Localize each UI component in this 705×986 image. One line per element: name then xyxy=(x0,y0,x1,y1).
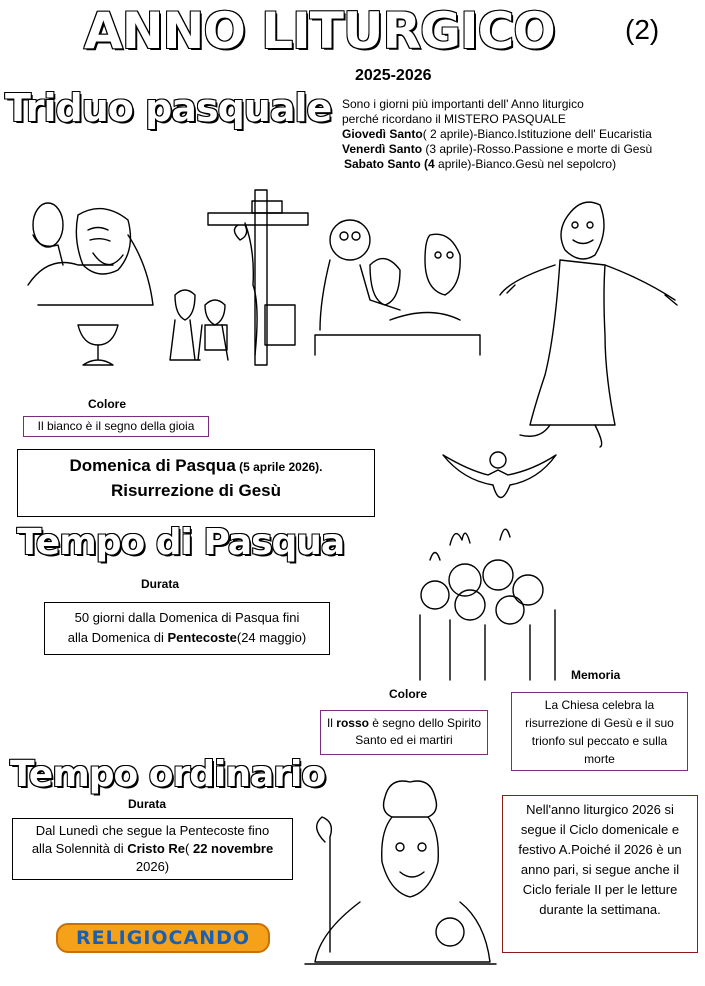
tempo-ordinario-heading: Tempo ordinario xyxy=(10,754,326,795)
year-label: 2025-2026 xyxy=(355,67,432,84)
tempo-pasqua-heading: Tempo di Pasqua xyxy=(17,522,345,563)
memoria-label: Memoria xyxy=(571,668,621,682)
memoria-text: La Chiesa celebra la risurrezione di Gesù e il suo trionfo sul peccato e sulla morte xyxy=(525,698,674,766)
dove-icon xyxy=(438,440,558,515)
tempo-ordinario-durata-label: Durata xyxy=(128,797,167,811)
triduo-colore-box xyxy=(23,416,209,437)
tempo-pasqua-durata-line2: alla Domenica di Pentecoste(24 maggio) xyxy=(67,630,307,645)
tempo-ordinario-durata-box xyxy=(12,818,293,880)
pasqua-subtitle: Risurrezione di Gesù xyxy=(110,481,282,500)
pasqua-title-line: Domenica di Pasqua (5 aprile 2026). xyxy=(69,456,323,475)
tempo-ordinario-durata-line2: alla Solennità di Cristo Re( 22 novembre xyxy=(31,841,274,856)
apostles-icon xyxy=(410,515,560,685)
religiocando-logo: RELIGIOCANDO xyxy=(56,923,270,953)
part-number: (2) xyxy=(625,14,660,45)
risen-jesus-icon xyxy=(495,185,680,455)
triduo-day-venerdi: Venerdì Santo (3 aprile)-Rosso.Passione e morte di Gesù xyxy=(342,142,653,156)
triduo-colore-label: Colore xyxy=(88,397,127,411)
triduo-heading: Triduo pasquale xyxy=(5,86,332,130)
triduo-intro-line2: perché ricordano il MISTERO PASQUALE xyxy=(342,112,566,126)
tempo-pasqua-colore-line1: Il rosso è segno dello Spirito xyxy=(326,716,482,730)
eucharist-icon xyxy=(18,195,168,375)
triduo-intro xyxy=(342,97,652,172)
tempo-pasqua-durata-label: Durata xyxy=(141,577,180,591)
memoria-box xyxy=(511,692,688,771)
deposition-icon xyxy=(310,210,485,360)
tempo-pasqua-durata-line1: 50 giorni dalla Domenica di Pasqua fini xyxy=(74,610,300,625)
note-box xyxy=(502,795,698,953)
tempo-pasqua-colore-box xyxy=(320,710,488,755)
christ-king-icon xyxy=(300,772,498,968)
triduo-day-sabato: Sabato Santo (4 aprile)-Bianco.Gesù nel sepolcro) xyxy=(344,157,617,171)
tempo-pasqua-durata-box xyxy=(44,602,330,655)
tempo-pasqua-colore-label: Colore xyxy=(389,687,428,701)
pasqua-box xyxy=(17,449,375,517)
tempo-ordinario-durata-line1: Dal Lunedì che segue la Pentecoste fino xyxy=(35,823,270,838)
triduo-colore-text: Il bianco è il segno della gioia xyxy=(37,419,195,433)
tempo-pasqua-colore-line2: Santo ed ei martiri xyxy=(355,733,453,747)
tempo-ordinario-durata-line3: 2026) xyxy=(135,859,170,874)
note-text: Nell'anno liturgico 2026 si segue il Ciclo domenicale e festivo A.Poiché il 2026 è un anno pari, si segue anche il Ciclo feriale II per le letture durante la settimana. xyxy=(518,802,682,917)
crucifixion-icon xyxy=(160,175,315,370)
page-title: ANNO LITURGICO xyxy=(84,2,555,60)
triduo-intro-line1: Sono i giorni più importanti dell' Anno liturgico xyxy=(342,97,584,111)
triduo-day-giovedi: Giovedì Santo( 2 aprile)-Bianco.Istituzione dell' Eucaristia xyxy=(342,127,652,141)
